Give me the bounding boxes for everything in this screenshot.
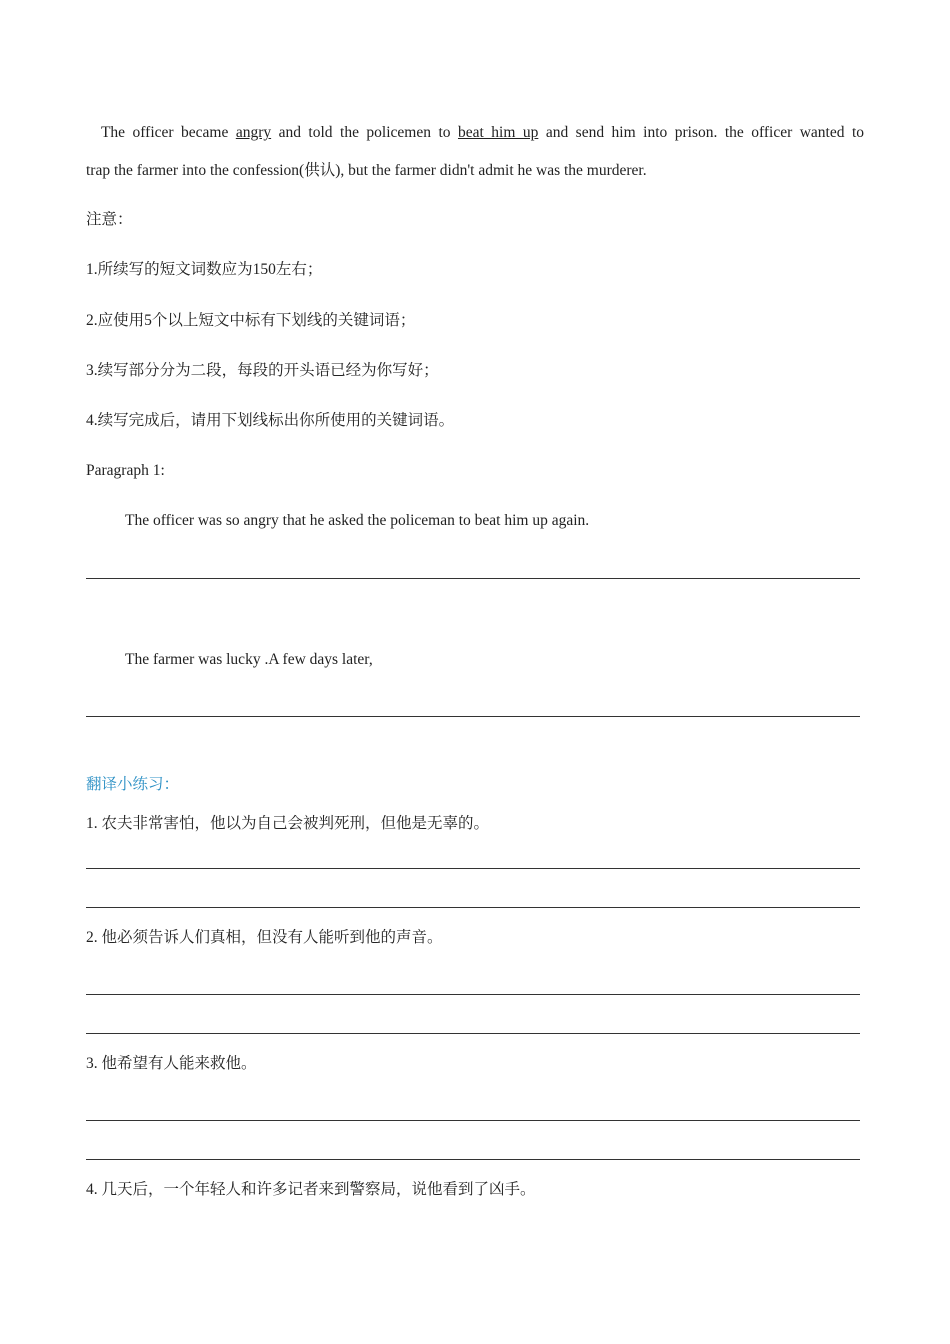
note-item: 1.所续写的短文词数应为150左右； <box>86 261 323 278</box>
intro-line-1 <box>86 123 864 143</box>
keyword-angry: angry <box>235 124 272 141</box>
note-item: 2.应使用5个以上短文中标有下划线的关键词语； <box>86 312 416 329</box>
answer-line[interactable] <box>86 994 860 995</box>
translation-item: 4. 几天后，一个年轻人和许多记者来到警察局，说他看到了凶手。 <box>86 1181 536 1198</box>
note-item: 3.续写部分分为二段，每段的开头语已经为你写好； <box>86 362 439 379</box>
translation-item: 3. 他希望有人能来救他。 <box>86 1055 257 1072</box>
intro-text: The officer became <box>100 124 236 141</box>
translation-item: 1. 农夫非常害怕，他以为自己会被判死刑，但他是无辜的。 <box>86 815 490 832</box>
notes-title: 注意： <box>86 211 133 228</box>
note-item: 4.续写完成后，请用下划线标出你所使用的关键词语。 <box>86 412 455 429</box>
paragraph-label: Paragraph 1: <box>86 462 165 479</box>
translation-title: 翻译小练习： <box>86 776 180 793</box>
answer-line[interactable] <box>86 1120 860 1121</box>
translation-item: 2. 他必须告诉人们真相，但没有人能听到他的声音。 <box>86 929 443 946</box>
writing-line[interactable] <box>86 716 860 717</box>
answer-line[interactable] <box>86 1033 860 1034</box>
answer-line[interactable] <box>86 1159 860 1160</box>
answer-line[interactable] <box>86 907 860 908</box>
paragraph-1-opening: The officer was so angry that he asked the policeman to beat him up again. <box>125 512 590 529</box>
intro-line-2: trap the farmer into the confession(供认), but the farmer didn't admit he was the murderer. <box>86 162 647 179</box>
keyword-beat-him-up: beat him up <box>457 124 539 141</box>
writing-line[interactable] <box>86 578 860 579</box>
paragraph-2-opening: The farmer was lucky .A few days later, <box>125 651 373 668</box>
intro-text: and send him into prison. the officer wanted to <box>538 124 865 141</box>
intro-text: and told the policemen to <box>271 124 458 141</box>
answer-line[interactable] <box>86 868 860 869</box>
